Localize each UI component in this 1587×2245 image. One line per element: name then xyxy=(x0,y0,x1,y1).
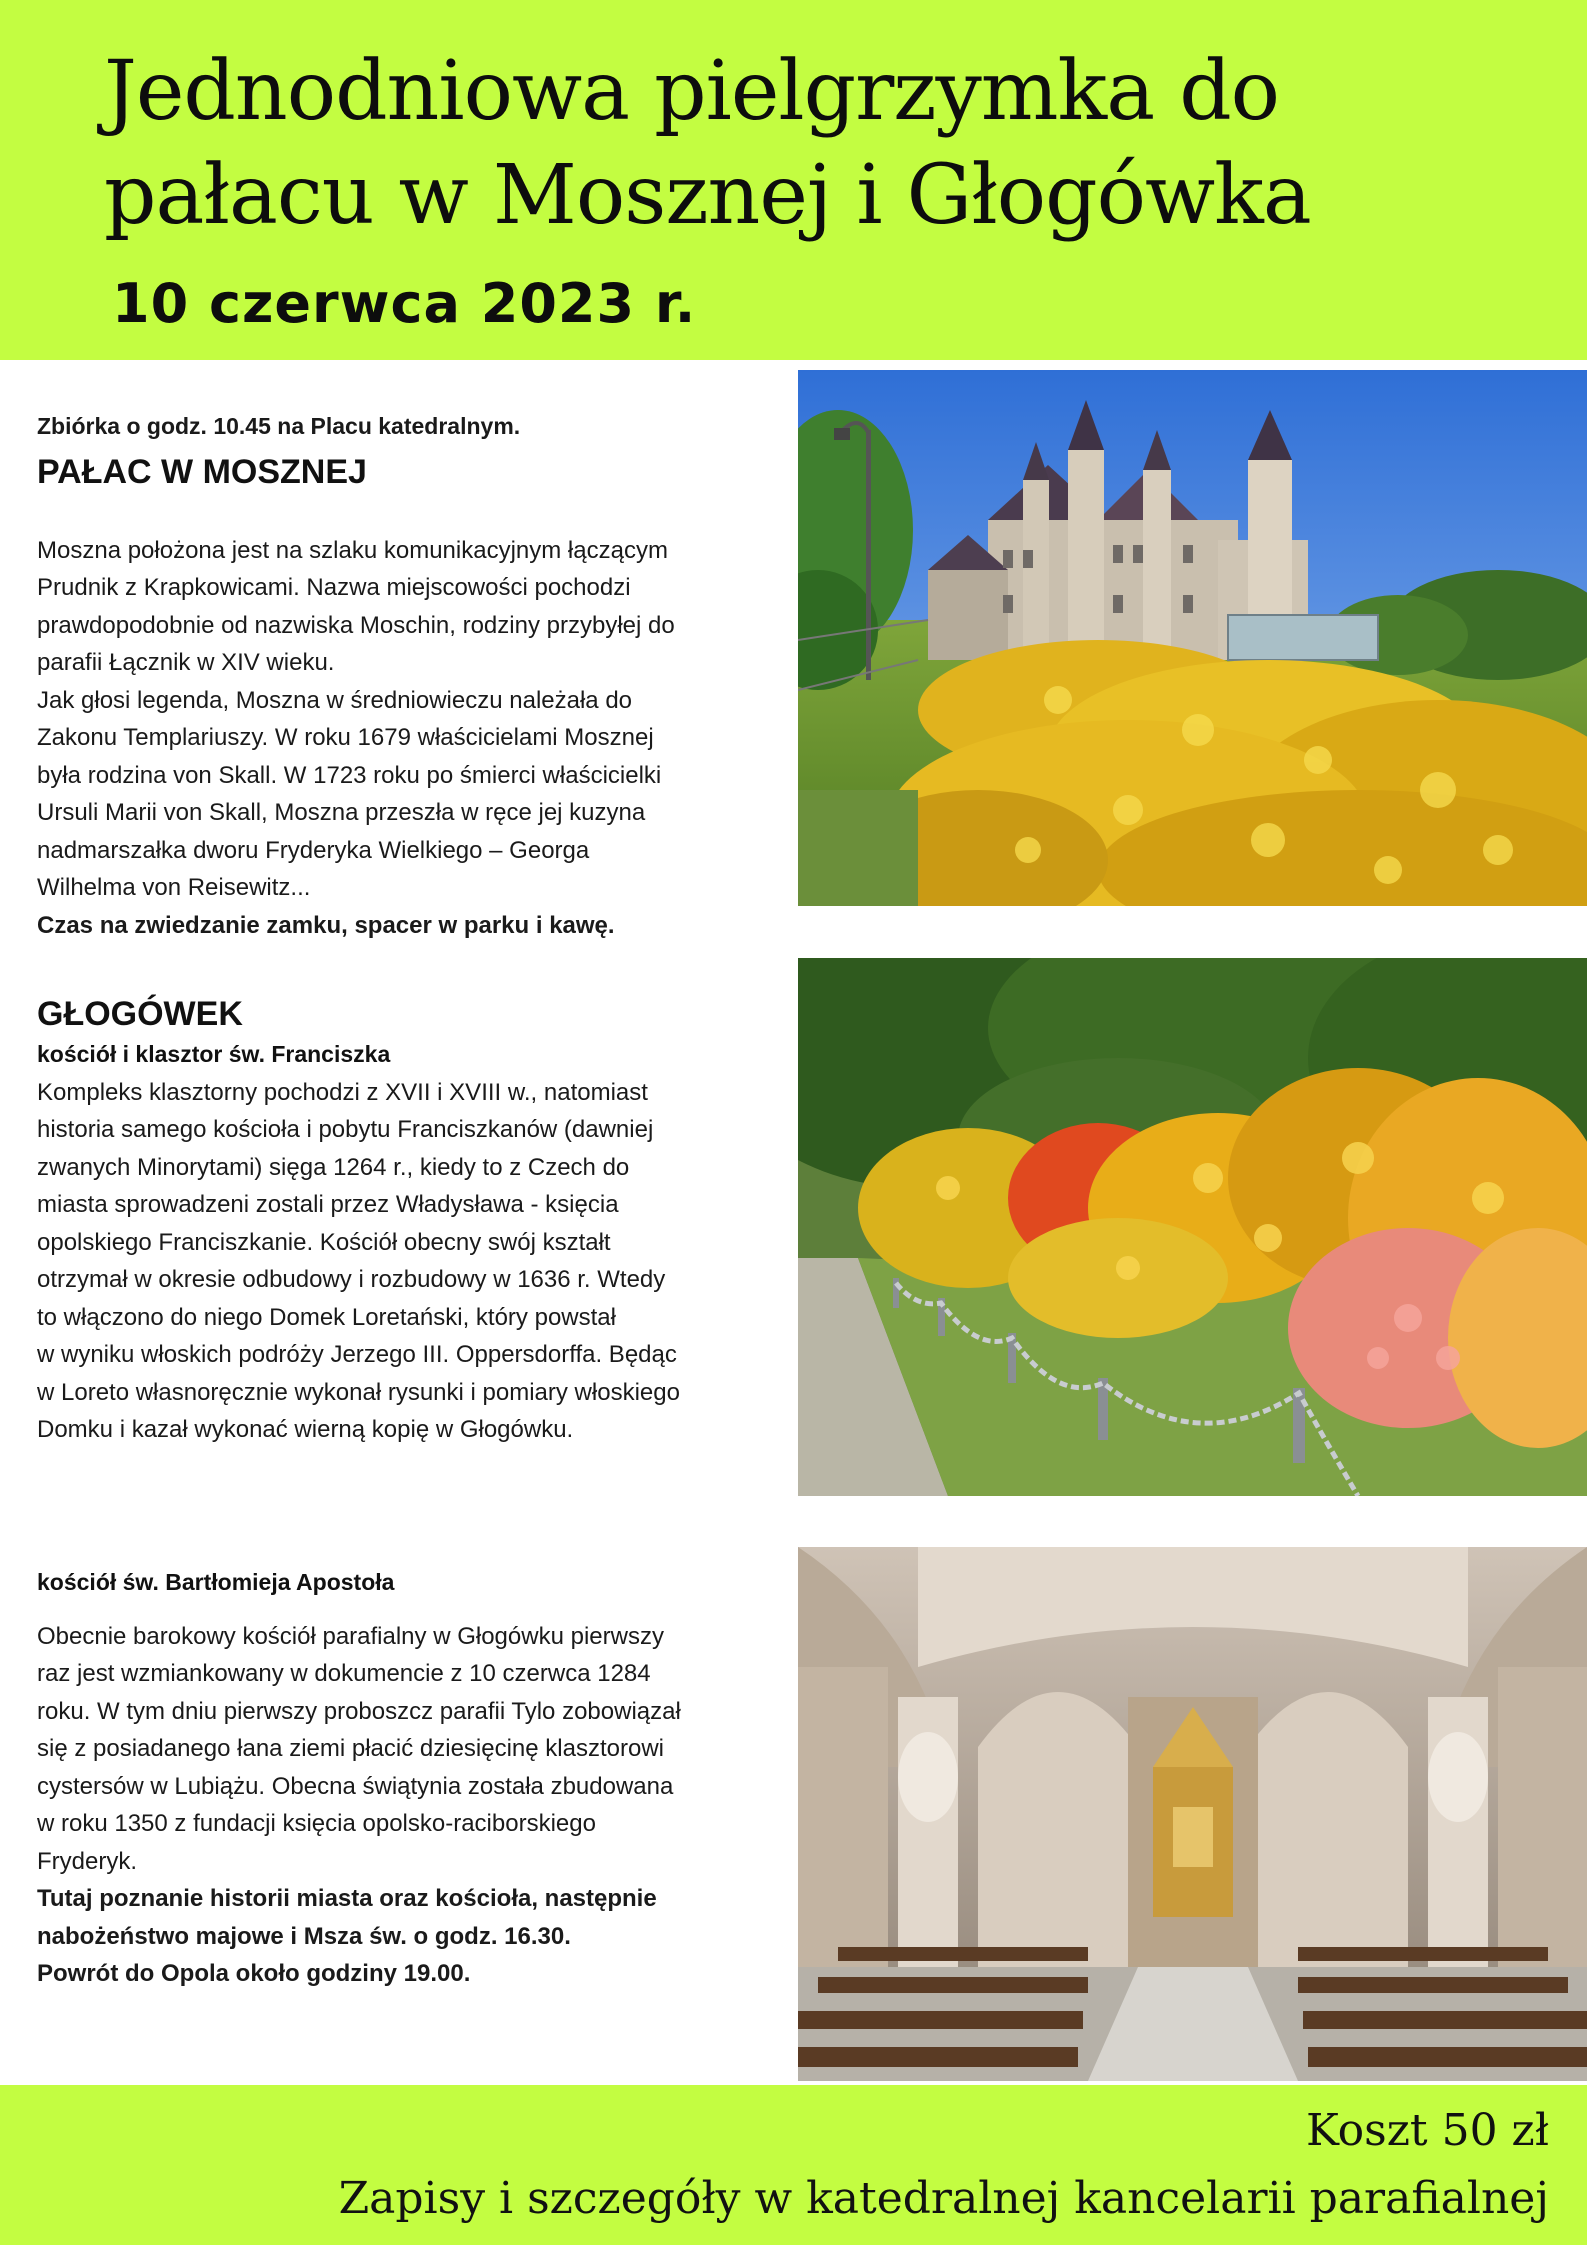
text-line: raz jest wzmiankowany w dokumencie z 10 czerwca 1284 xyxy=(37,1660,651,1687)
text-line: cystersów w Lubiążu. Obecna świątynia została zbudowana xyxy=(37,1772,674,1800)
text-line: Powrót do Opola około godziny 19.00. xyxy=(37,1960,471,1987)
text-line: nabożeństwo majowe i Msza św. o godz. 16.30. xyxy=(37,1922,571,1950)
page-title xyxy=(104,40,1544,248)
glogowek-garden-photo xyxy=(798,958,1587,1496)
text-line: Wilhelma von Reisewitz... xyxy=(37,874,311,901)
text-line: Prudnik z Krapkowicami. Nazwa miejscowości pochodzi xyxy=(37,574,631,601)
header-banner xyxy=(0,0,1587,360)
glogowek-section xyxy=(37,992,777,1449)
glogowek-description xyxy=(37,1074,777,1449)
moszna-heading: PAŁAC W MOSZNEJ xyxy=(37,452,367,491)
text-line: roku. W tym dniu pierwszy proboszcz parafii Tylo zobowiązał xyxy=(37,1697,681,1725)
meeting-info: Zbiórka o godz. 10.45 na Placu katedralnym. xyxy=(37,413,521,439)
moszna-description xyxy=(37,532,777,945)
moszna-palace-photo xyxy=(798,370,1587,906)
text-line: w wyniku włoskich podróży Jerzego III. Oppersdorffa. Będąc xyxy=(37,1341,677,1368)
bartlomiej-subheading: kościół św. Bartłomieja Apostoła xyxy=(37,1569,395,1595)
bartlomiej-section xyxy=(37,1564,777,1993)
text-line: prawdopodobnie od nazwiska Moschin, rodziny przybyłej do xyxy=(37,611,675,639)
glogowek-heading: GŁOGÓWEK xyxy=(37,995,243,1033)
text-line: Zakonu Templariuszy. W roku 1679 właścicielami Mosznej xyxy=(37,724,654,751)
text-line: w Loreto własnoręcznie wykonał rysunki i pomiary włoskiego xyxy=(37,1378,680,1406)
event-date: 10 czerwca 2023 r. xyxy=(112,272,697,335)
text-line: była rodzina von Skall. W 1723 roku po śmierci właścicielki xyxy=(37,761,662,789)
text-line: nadmarszałka dworu Fryderyka Wielkiego – Georga xyxy=(37,836,590,864)
text-line: to włączono do niego Domek Loretański, który powstał xyxy=(37,1303,616,1331)
text-line: miasta sprowadzeni zostali przez Władysława - księcia xyxy=(37,1191,619,1218)
text-line: Kompleks klasztorny pochodzi z XVII i XVIII w., natomiast xyxy=(37,1078,648,1106)
text-line: się z posiadanego łana ziemi płacić dziesięcinę klasztorowi xyxy=(37,1735,664,1762)
palace-illustration xyxy=(798,370,1587,906)
text-line: parafii Łącznik w XIV wieku. xyxy=(37,649,335,676)
text-line: Fryderyk. xyxy=(37,1847,138,1875)
footer-banner xyxy=(0,2085,1587,2245)
title-line-2: pałacu w Mosznej i Głogówka xyxy=(104,148,1311,243)
title-line-1: Jednodniowa pielgrzymka do xyxy=(104,44,1280,139)
text-line: zwanych Minorytami) sięga 1264 r., kiedy to z Czech do xyxy=(37,1153,630,1181)
text-line: Tutaj poznanie historii miasta oraz kościoła, następnie xyxy=(37,1885,657,1912)
text-line: otrzymał w okresie odbudowy i rozbudowy w 1636 r. Wtedy xyxy=(37,1266,666,1293)
bartlomiej-description xyxy=(37,1618,777,1993)
cost-info: Koszt 50 zł xyxy=(1305,2105,1549,2156)
moszna-section xyxy=(37,408,777,944)
franciszek-subheading: kościół i klasztor św. Franciszka xyxy=(37,1041,391,1067)
text-line: Ursuli Marii von Skall, Moszna przeszła w ręce jej kuzyna xyxy=(37,799,646,826)
text-line: Moszna położona jest na szlaku komunikacyjnym łączącym xyxy=(37,536,668,564)
text-line: historia samego kościoła i pobytu Franciszkanów (dawniej xyxy=(37,1116,654,1143)
moszna-closing: Czas na zwiedzanie zamku, spacer w parku i kawę. xyxy=(37,911,615,939)
church-interior-photo xyxy=(798,1547,1587,2081)
text-line: Domku i kazał wykonać wierną kopię w Głogówku. xyxy=(37,1416,574,1443)
text-line: Jak głosi legenda, Moszna w średniowieczu należała do xyxy=(37,686,633,714)
text-line: w roku 1350 z fundacji księcia opolsko-raciborskiego xyxy=(37,1810,596,1837)
church-illustration xyxy=(798,1547,1587,2081)
garden-illustration xyxy=(798,958,1587,1496)
text-line: opolskiego Franciszkanie. Kościół obecny swój kształt xyxy=(37,1228,611,1256)
signup-info: Zapisy i szczegóły w katedralnej kancelarii parafialnej xyxy=(338,2173,1549,2224)
text-line: Obecnie barokowy kościół parafialny w Głogówku pierwszy xyxy=(37,1622,664,1650)
